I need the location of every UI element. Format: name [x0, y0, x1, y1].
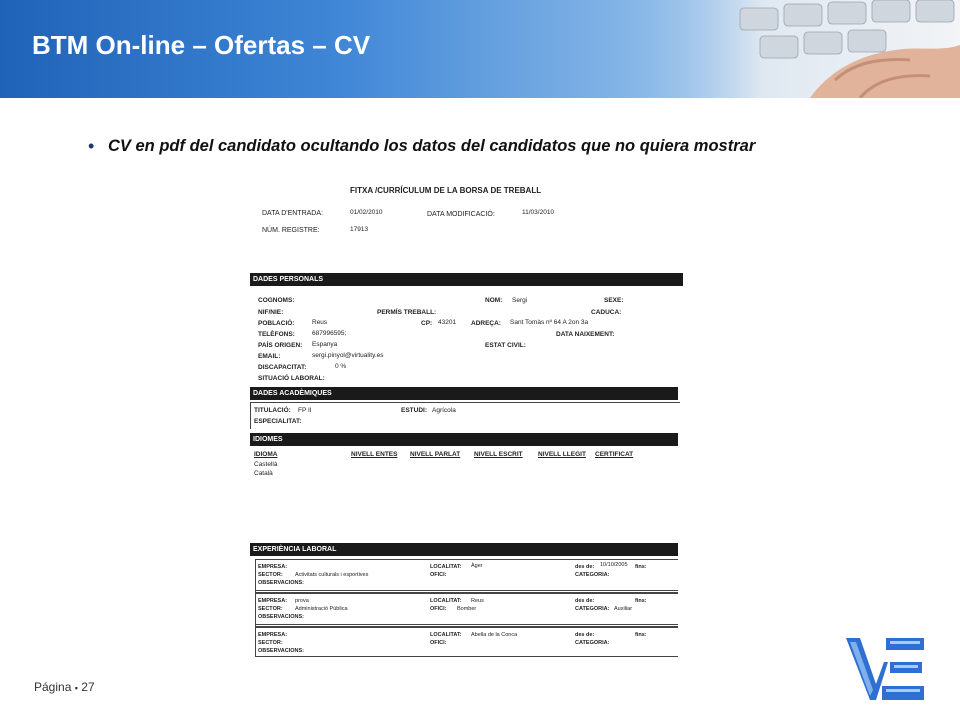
adreca-value: Sant Tomàs nº 64 A 2on 3a — [510, 319, 589, 326]
poblacio-value: Reus — [312, 319, 328, 326]
estat-civil-label: ESTAT CIVIL: — [485, 342, 526, 349]
data-modificacio-value: 11/03/2010 — [522, 209, 555, 216]
ofici-label: OFICI: — [430, 572, 447, 578]
poblacio-label: POBLACIÓ: — [258, 320, 295, 327]
page-label: Página — [34, 680, 72, 694]
academic-data-header: DADES ACADÈMIQUES — [250, 387, 678, 400]
page-title: BTM On-line – Ofertas – CV — [32, 30, 371, 60]
divider — [255, 624, 678, 625]
observacions-label: OBSERVACIONS: — [258, 614, 304, 620]
des-de-label: des de: — [575, 598, 595, 604]
data-modificacio-label: DATA MODIFICACIÓ: — [427, 211, 495, 218]
localitat-value: Àger — [471, 563, 483, 569]
categoria-label: CATEGORIA: — [575, 640, 610, 646]
sector-label: SECTOR: — [258, 640, 283, 646]
lang-col-llegit: NIVELL LLEGIT — [538, 451, 586, 458]
cp-value: 43201 — [438, 319, 457, 326]
des-de-label: des de: — [575, 564, 595, 570]
sector-label: SECTOR: — [258, 572, 283, 578]
des-de-value: 10/10/2005 — [600, 562, 628, 568]
num-registre-label: NÚM. REGISTRE: — [262, 227, 320, 234]
personal-data-header: DADES PERSONALS — [250, 273, 683, 286]
language-row: Català — [254, 470, 273, 477]
title-banner — [0, 0, 960, 98]
email-label: EMAIL: — [258, 353, 281, 360]
categoria-value: Auxiliar — [614, 606, 633, 612]
empresa-label: EMPRESA: — [258, 632, 288, 638]
experience-header: EXPERIÈNCIA LABORAL — [250, 543, 678, 556]
telefons-label: TELÈFONS: — [258, 331, 295, 338]
localitat-label: LOCALITAT: — [430, 598, 462, 604]
bullet-text: CV en pdf del candidato ocultando los datos del candidatos que no quiera mostrar — [108, 137, 756, 155]
des-de-label: des de: — [575, 632, 595, 638]
localitat-label: LOCALITAT: — [430, 564, 462, 570]
lang-col-entes: NIVELL ENTES — [351, 451, 398, 458]
cp-label: CP: — [421, 320, 433, 327]
keyboard-hand-photo — [630, 0, 960, 98]
data-naixement-label: DATA NAIXEMENT: — [556, 331, 615, 338]
categoria-label: CATEGORIA: — [575, 572, 610, 578]
caduca-label: CADUCA: — [591, 309, 622, 316]
empresa-value: prova — [295, 598, 309, 604]
lang-col-escrit: NIVELL ESCRIT — [474, 451, 523, 458]
separator-icon: ▪ — [74, 683, 78, 693]
nom-value: Sergi — [512, 297, 528, 304]
lang-col-idioma: IDIOMA — [254, 451, 278, 458]
academic-box — [250, 402, 680, 429]
lang-col-parlat: NIVELL PARLAT — [410, 451, 461, 458]
ofici-label: OFICI: — [430, 640, 447, 646]
cognoms-label: COGNOMS: — [258, 297, 295, 304]
telefons-value: 687996595; — [312, 330, 347, 337]
sector-value: Activitats culturals i esportives — [295, 572, 369, 578]
adreca-label: ADREÇA: — [471, 320, 501, 327]
language-row: Castellà — [254, 461, 278, 468]
sector-label: SECTOR: — [258, 606, 283, 612]
localitat-value: Abella de la Conca — [471, 632, 518, 638]
titulacio-value: FP II — [298, 407, 312, 414]
localitat-value: Reus — [471, 598, 484, 604]
bullet-icon: • — [88, 136, 95, 156]
titulacio-label: TITULACIÓ: — [254, 407, 291, 414]
cv-document — [250, 180, 685, 660]
estudi-label: ESTUDI: — [401, 407, 427, 414]
sector-value: Administració Pública — [295, 606, 348, 612]
num-registre-value: 17913 — [350, 226, 369, 233]
empresa-label: EMPRESA: — [258, 564, 288, 570]
data-entrada-label: DATA D'ENTRADA: — [262, 210, 323, 217]
pais-origen-label: PAÍS ORIGEN: — [258, 342, 303, 349]
fins-label: fins: — [635, 564, 647, 570]
ofici-label: OFICI: — [430, 606, 447, 612]
data-entrada-value: 01/02/2010 — [350, 209, 383, 216]
estudi-value: Agrícola — [432, 407, 456, 414]
page-footer — [34, 680, 95, 694]
observacions-label: OBSERVACIONS: — [258, 648, 304, 654]
languages-header: IDIOMES — [250, 433, 678, 446]
fins-label: fins: — [635, 598, 647, 604]
divider — [255, 590, 678, 591]
sexe-label: SEXE: — [604, 297, 624, 304]
discapacitat-label: DISCAPACITAT: — [258, 364, 307, 371]
nif-label: NIF/NIE: — [258, 309, 284, 316]
especialitat-label: ESPECIALITAT: — [254, 418, 302, 425]
situacio-laboral-label: SITUACIÓ LABORAL: — [258, 375, 325, 382]
empresa-label: EMPRESA: — [258, 598, 288, 604]
permis-label: PERMÍS TREBALL: — [377, 309, 437, 316]
categoria-label: CATEGORIA: — [575, 606, 610, 612]
fins-label: fins: — [635, 632, 647, 638]
localitat-label: LOCALITAT: — [430, 632, 462, 638]
ve-logo — [846, 634, 926, 704]
observacions-label: OBSERVACIONS: — [258, 580, 304, 586]
cv-title: FITXA /CURRÍCULUM DE LA BORSA DE TREBALL — [350, 186, 542, 195]
ofici-value: Bomber — [457, 606, 477, 612]
nom-label: NOM: — [485, 297, 503, 304]
email-value: sergi.pinyol@virtuality.es — [312, 352, 384, 359]
page-number: 27 — [81, 680, 95, 694]
pais-origen-value: Espanya — [312, 341, 338, 348]
lang-col-certificat: CERTIFICAT — [595, 451, 634, 458]
experience-box — [255, 627, 678, 657]
discapacitat-value: 0 % — [335, 363, 347, 370]
